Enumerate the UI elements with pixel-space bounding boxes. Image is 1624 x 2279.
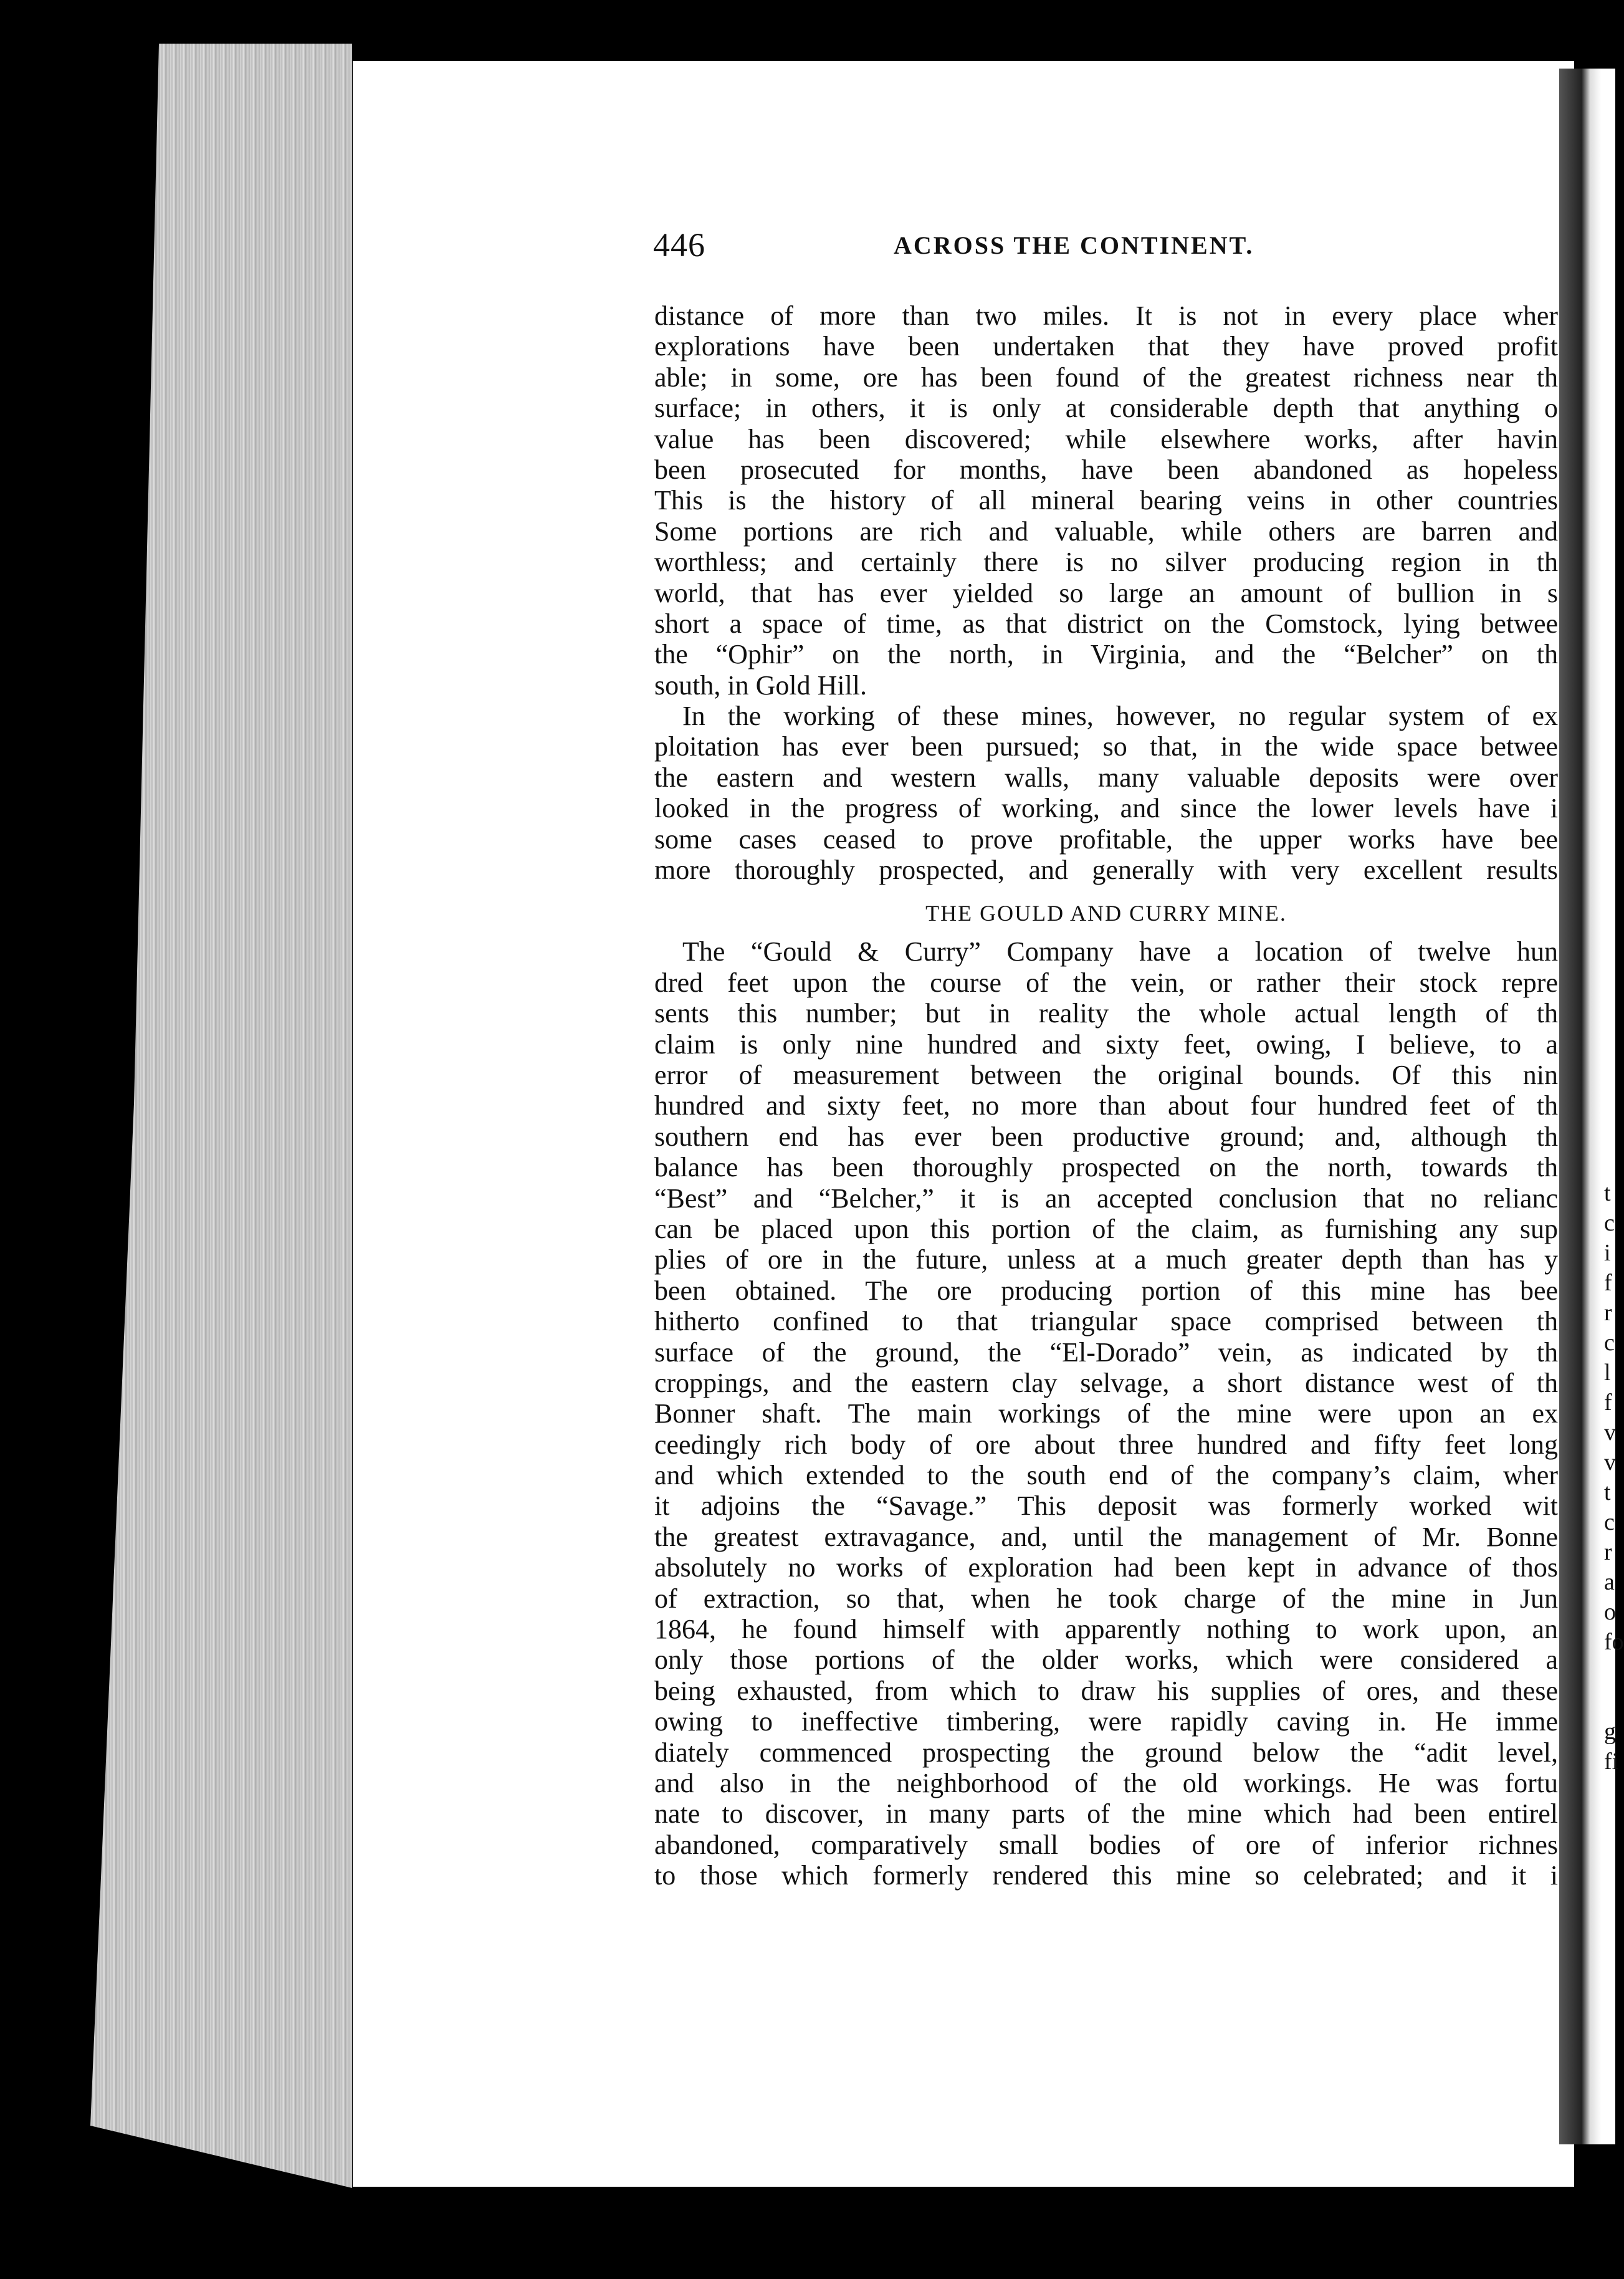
- text-line: “Best” and “Belcher,” it is an accepted conclusion that no relianc: [654, 1183, 1558, 1214]
- text-line: dred feet upon the course of the vein, or rather their stock repre: [654, 967, 1558, 998]
- text-line: hitherto confined to that triangular space comprised between th: [654, 1306, 1558, 1337]
- text-line: hundred and sixty feet, no more than about four hundred feet of th: [654, 1090, 1558, 1121]
- text-line: error of measurement between the original bounds. Of this nin: [654, 1059, 1558, 1090]
- text-line: 1864, he found himself with apparently nothing to work upon, an: [654, 1614, 1558, 1645]
- text-line: of extraction, so that, when he took charge of the mine in Jun: [654, 1583, 1558, 1614]
- text-line: being exhausted, from which to draw his supplies of ores, and these: [654, 1675, 1558, 1706]
- text-line: balance has been thoroughly prospected on the north, towards th: [654, 1152, 1558, 1183]
- paragraph: [654, 300, 1558, 701]
- text-line: more thoroughly prospected, and generally with very excellent results: [654, 855, 1558, 886]
- opposite-page-fragment: t c i f r c l f v v t c r a o fo g fi: [1604, 1180, 1624, 1775]
- text-line: southern end has ever been productive ground; and, although th: [654, 1121, 1558, 1152]
- text-line: south, in Gold Hill.: [654, 669, 867, 701]
- text-line: Bonner shaft. The main workings of the mine were upon an ex: [654, 1398, 1558, 1429]
- text-line: to those which formerly rendered this mine so celebrated; and it i: [654, 1860, 1558, 1891]
- text-line: the eastern and western walls, many valuable deposits were over: [654, 762, 1558, 793]
- page-header: [653, 226, 1364, 269]
- text-line: owing to ineffective timbering, were rapidly caving in. He imme: [654, 1706, 1558, 1737]
- text-line: In the working of these mines, however, no regular system of ex: [682, 701, 1558, 732]
- text-line: only those portions of the older works, which were considered a: [654, 1644, 1558, 1676]
- paragraph: [654, 701, 1558, 885]
- paragraph: [654, 936, 1558, 1891]
- running-head: ACROSS THE CONTINENT.: [894, 231, 1254, 259]
- text-line: and which extended to the south end of the company’s claim, wher: [654, 1460, 1558, 1491]
- text-line: and also in the neighborhood of the old workings. He was fortu: [654, 1767, 1558, 1798]
- text-line: claim is only nine hundred and sixty feet, owing, I believe, to a: [654, 1029, 1558, 1060]
- text-line: short a space of time, as that district on the Comstock, lying betwee: [654, 608, 1558, 639]
- text-line: distance of more than two miles. It is not in every place wher: [654, 300, 1558, 331]
- text-line: This is the history of all mineral bearing veins in other countries: [654, 485, 1558, 516]
- text-line: value has been discovered; while elsewhere works, after havin: [654, 423, 1558, 454]
- text-line: plies of ore in the future, unless at a much greater depth than has y: [654, 1244, 1558, 1275]
- text-line: looked in the progress of working, and since the lower levels have i: [654, 793, 1558, 824]
- text-line: can be placed upon this portion of the claim, as furnishing any sup: [654, 1213, 1558, 1244]
- text-line: nate to discover, in many parts of the mine which had been entirel: [654, 1798, 1558, 1830]
- text-line: diately commenced prospecting the ground below the “adit level,: [654, 1737, 1558, 1768]
- book-fore-edge: [90, 44, 352, 2188]
- text-line: Some portions are rich and valuable, while others are barren and: [654, 516, 1558, 547]
- text-line: explorations have been undertaken that they have proved profit: [654, 331, 1558, 362]
- text-line: absolutely no works of exploration had been kept in advance of thos: [654, 1552, 1558, 1583]
- text-line: surface; in others, it is only at considerable depth that anything o: [654, 393, 1558, 424]
- text-line: some cases ceased to prove profitable, the upper works have bee: [654, 823, 1558, 855]
- text-line: The “Gould & Curry” Company have a location of twelve hun: [682, 936, 1558, 967]
- text-line: ploitation has ever been pursued; so that, in the wide space betwee: [654, 731, 1558, 762]
- text-line: sents this number; but in reality the whole actual length of th: [654, 998, 1558, 1029]
- text-line: abandoned, comparatively small bodies of ore of inferior richnes: [654, 1829, 1558, 1860]
- page-number: 446: [653, 226, 705, 264]
- page-gutter: [1559, 69, 1624, 2144]
- text-line: it adjoins the “Savage.” This deposit was formerly worked wit: [654, 1490, 1558, 1522]
- text-line: world, that has ever yielded so large an amount of bullion in s: [654, 577, 1558, 608]
- text-line: the greatest extravagance, and, until the management of Mr. Bonne: [654, 1521, 1558, 1552]
- text-line: worthless; and certainly there is no silver producing region in th: [654, 547, 1558, 578]
- body-text: [654, 300, 1558, 1891]
- text-line: croppings, and the eastern clay selvage, a short distance west of th: [654, 1367, 1558, 1398]
- section-heading: THE GOULD AND CURRY MINE.: [925, 901, 1287, 926]
- text-line: able; in some, ore has been found of the greatest richness near th: [654, 362, 1558, 393]
- text-line: been prosecuted for months, have been abandoned as hopeless: [654, 454, 1558, 485]
- text-line: the “Ophir” on the north, in Virginia, and the “Belcher” on th: [654, 639, 1558, 670]
- text-line: been obtained. The ore producing portion of this mine has bee: [654, 1275, 1558, 1306]
- text-line: surface of the ground, the “El-Dorado” vein, as indicated by th: [654, 1336, 1558, 1368]
- text-line: ceedingly rich body of ore about three hundred and fifty feet long: [654, 1429, 1558, 1460]
